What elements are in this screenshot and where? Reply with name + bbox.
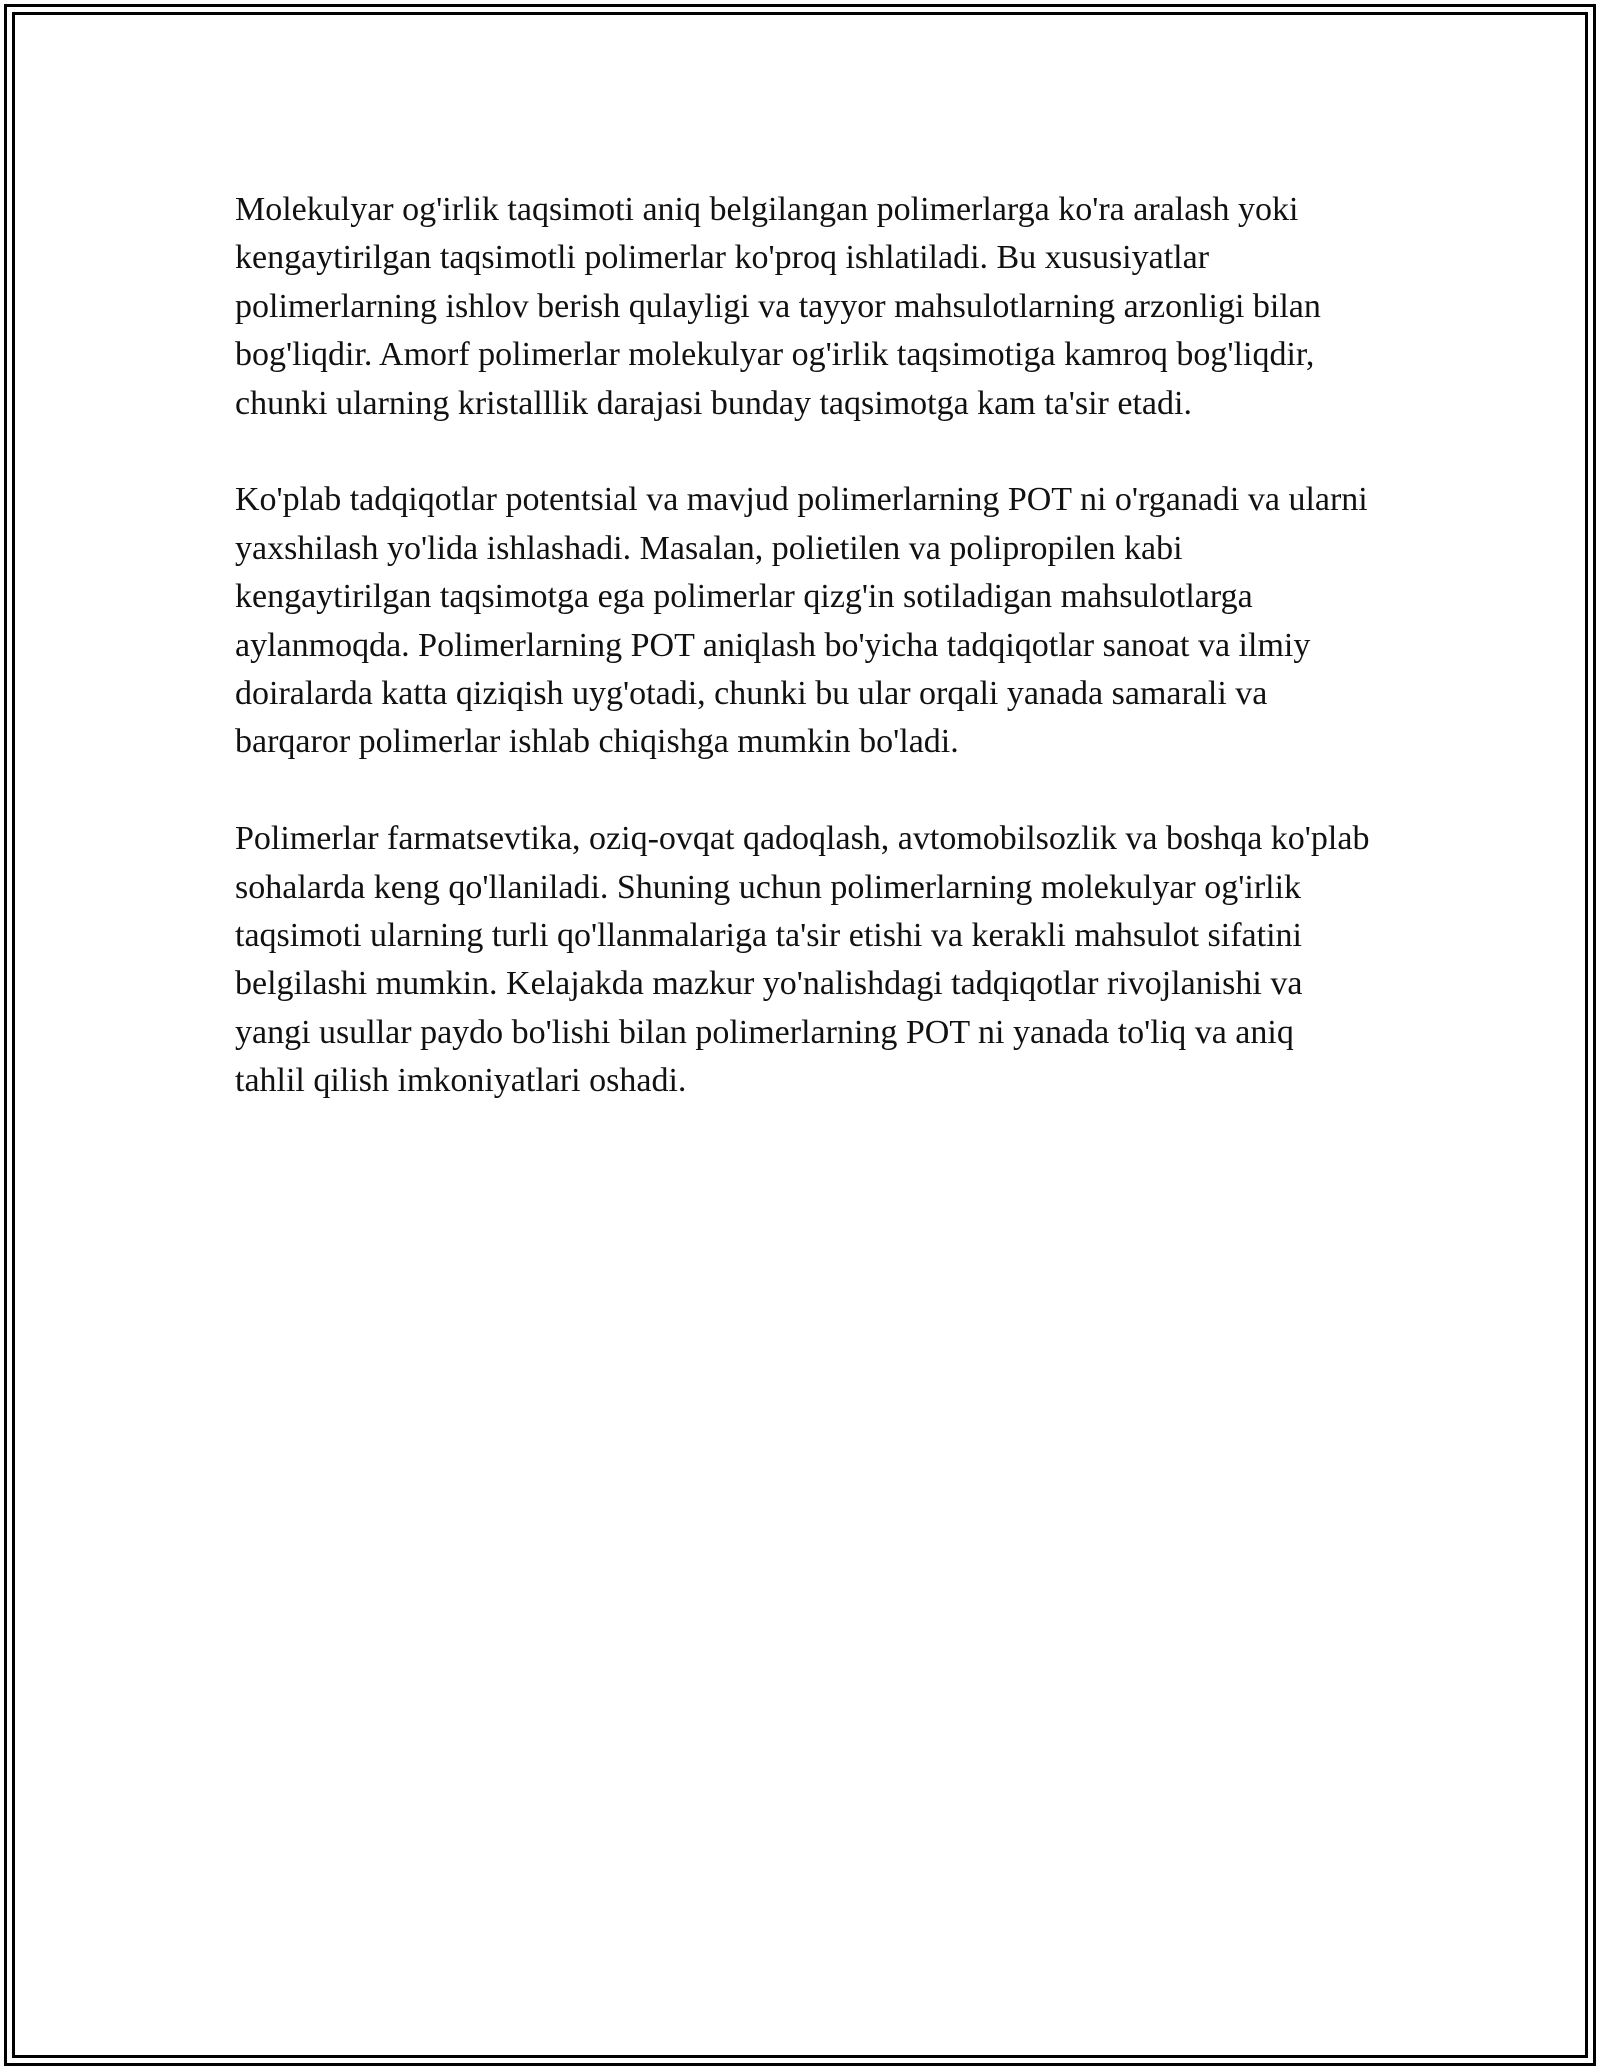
paragraph-1: Molekulyar og'irlik taqsimoti aniq belgilangan polimerlarga ko'ra aralash yoki kengaytirilgan taqsimotli polimerlar ko'proq ishlatiladi. Bu xususiyatlar polimerlarning ishlov berish qulayligi va tayyor mahsulotlarning arzonligi bilan bog'liqdir. Amorf polimerlar molekulyar og'irlik taqsimotiga kamroq bog'liqdir, chunki ularning kristalllik darajasi bunday taqsimotga kam ta'sir etadi.: [235, 191, 1321, 422]
document-body: [235, 186, 1370, 1154]
paragraph-2: Ko'plab tadqiqotlar potentsial va mavjud polimerlarning POT ni o'rganadi va ularni yaxshilash yo'lida ishlashadi. Masalan, polietilen va polipropilen kabi kengaytirilgan taqsimotga ega polimerlar qizg'in sotiladigan mahsulotlarga aylanmoqda. Polimerlarning POT aniqlash bo'yicha tadqiqotlar sanoat va ilmiy doiralarda katta qiziqish uyg'otadi, chunki bu ular orqali yanada samarali va barqaror polimerlar ishlab chiqishga mumkin bo'ladi.: [235, 481, 1368, 761]
paragraph-3: Polimerlar farmatsevtika, oziq-ovqat qadoqlash, avtomobilsozlik va boshqa ko'plab sohalarda keng qo'llaniladi. Shuning uchun polimerlarning molekulyar og'irlik taqsimoti ularning turli qo'llanmalariga ta'sir etishi va kerakli mahsulot sifatini belgilashi mumkin. Kelajakda mazkur yo'nalishdagi tadqiqotlar rivojlanishi va yangi usullar paydo bo'lishi bilan polimerlarning POT ni yanada to'liq va aniq tahlil qilish imkoniyatlari oshadi.: [235, 820, 1370, 1100]
